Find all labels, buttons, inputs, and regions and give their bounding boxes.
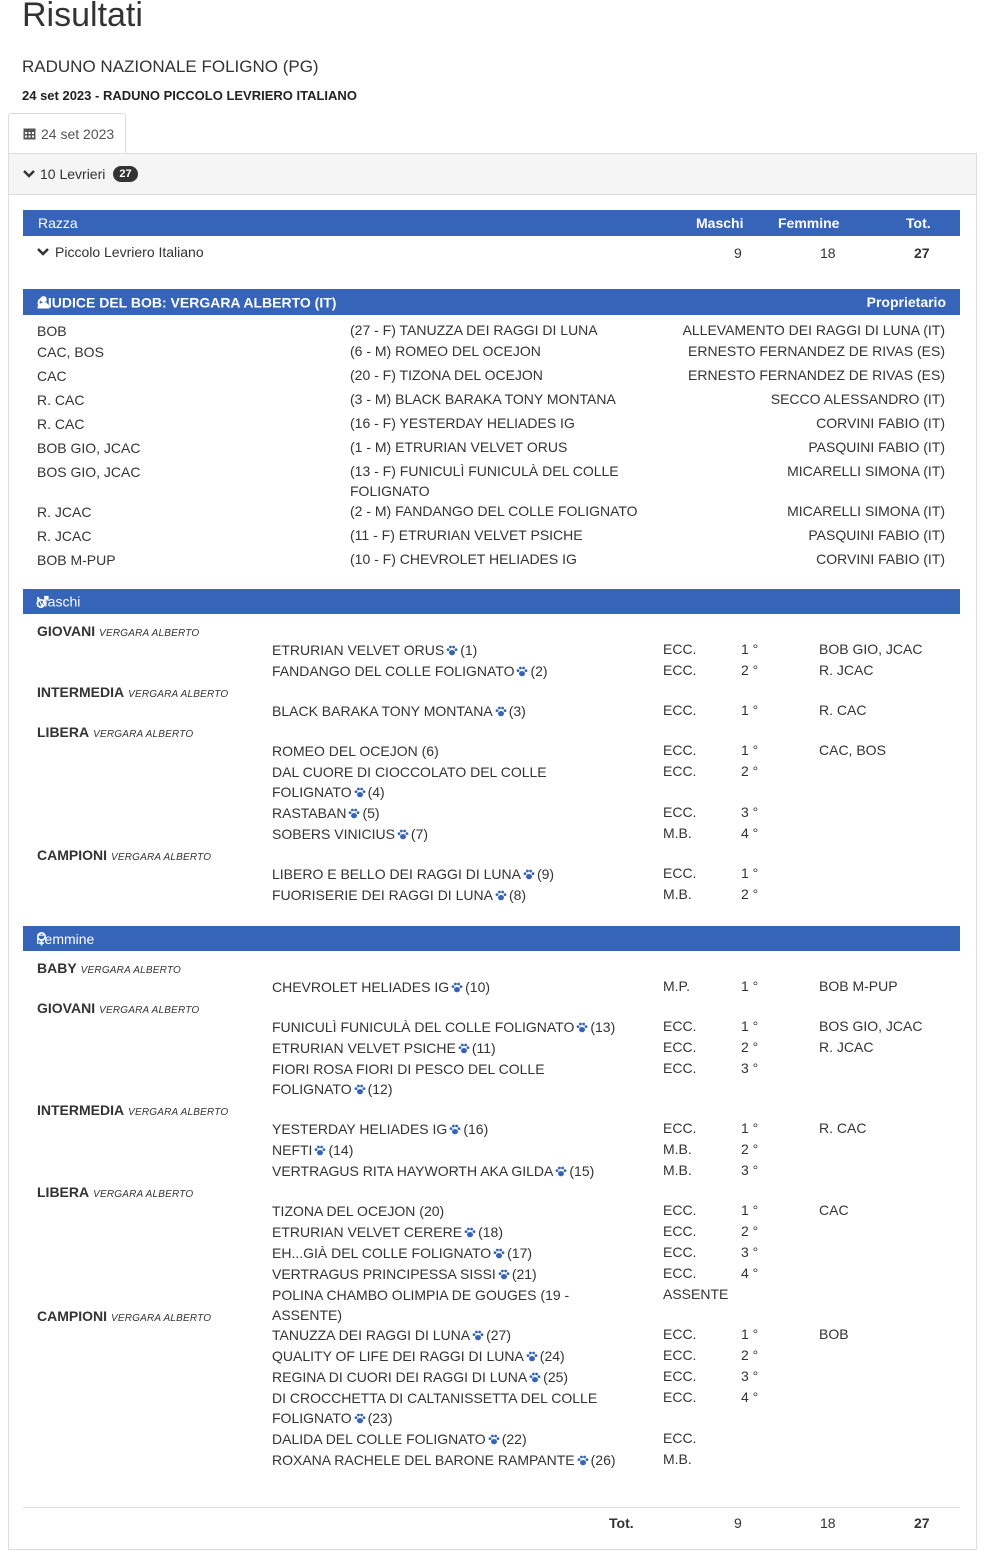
dog-number: (6) <box>421 743 439 759</box>
dog-qualification: ECC. <box>663 763 697 779</box>
class-judge: VERGARA ALBERTO <box>111 1313 212 1324</box>
paw-icon <box>577 1455 589 1466</box>
dog-award: R. JCAC <box>819 1039 874 1055</box>
dog-placement: 2 ° <box>741 763 759 779</box>
males-title: Maschi <box>36 593 81 610</box>
dog-qualification: ECC. <box>663 1223 697 1239</box>
calendar-icon <box>23 127 36 140</box>
totals-males: 9 <box>734 1515 742 1531</box>
dog-award: BOS GIO, JCAC <box>819 1018 923 1034</box>
class-label <box>37 847 211 863</box>
paw-icon <box>458 1043 470 1054</box>
class-judge: VERGARA ALBERTO <box>93 729 194 740</box>
dog-entry[interactable] <box>272 824 624 844</box>
breed-row[interactable] <box>37 244 204 260</box>
dog-qualification: M.B. <box>663 825 692 841</box>
dog-entry[interactable] <box>272 1429 624 1449</box>
paw-icon <box>397 829 409 840</box>
paw-icon <box>451 982 463 993</box>
class-label <box>37 1102 228 1118</box>
dog-award: R. CAC <box>819 1120 867 1136</box>
dog-name: ETRURIAN VELVET ORUS <box>272 642 445 658</box>
dog-placement: 2 ° <box>741 1347 759 1363</box>
paw-icon <box>354 787 366 798</box>
judge-row-title: R. JCAC <box>37 504 92 520</box>
dog-qualification: M.B. <box>663 1451 692 1467</box>
judge-row-owner: PASQUINI FABIO (IT) <box>808 527 945 543</box>
dog-award: BOB M-PUP <box>819 978 898 994</box>
dog-award: R. CAC <box>819 702 867 718</box>
chevron-down-icon <box>37 247 49 257</box>
judge-row-owner: MICARELLI SIMONA (IT) <box>787 503 945 519</box>
class-name: BABY <box>37 960 77 976</box>
dog-qualification: ECC. <box>663 641 697 657</box>
class-judge: VERGARA ALBERTO <box>128 689 229 700</box>
group-toggle[interactable] <box>8 153 977 195</box>
dog-name: FUNICULÌ FUNICULÀ DEL COLLE FOLIGNATO <box>272 1019 575 1035</box>
dog-placement: 2 ° <box>741 1141 759 1157</box>
class-name: LIBERA <box>37 1184 90 1200</box>
dog-number: (18) <box>478 1224 503 1240</box>
dog-qualification: M.B. <box>663 886 692 902</box>
total-col-header: Tot. <box>906 215 931 231</box>
group-label: 10 Levrieri <box>40 166 106 182</box>
dog-qualification: ECC. <box>663 865 697 881</box>
dog-name: NEFTI <box>272 1142 313 1158</box>
paw-icon <box>495 706 507 717</box>
dog-entry[interactable] <box>272 1059 624 1099</box>
class-name: GIOVANI <box>37 1000 96 1016</box>
dog-placement: 2 ° <box>741 1039 759 1055</box>
dog-entry[interactable] <box>272 1017 624 1037</box>
judge-row-owner: ERNESTO FERNANDEZ DE RIVAS (ES) <box>688 367 945 383</box>
event-subtitle: 24 set 2023 - RADUNO PICCOLO LEVRIERO ITALIANO <box>22 88 357 103</box>
dog-name: BLACK BARAKA TONY MONTANA <box>272 703 493 719</box>
dog-number: (12) <box>367 1081 393 1097</box>
class-label <box>37 1184 193 1200</box>
judge-row-title: R. CAC <box>37 416 85 432</box>
totals-females: 18 <box>820 1515 836 1531</box>
dog-placement: 1 ° <box>741 1326 759 1342</box>
chevron-down-icon <box>23 169 35 179</box>
dog-placement: 1 ° <box>741 1202 759 1218</box>
paw-icon <box>348 808 360 819</box>
judge-row-title: BOB <box>37 323 67 339</box>
owner-col-header: Proprietario <box>866 294 946 310</box>
judge-row-title: CAC, BOS <box>37 344 104 360</box>
paw-icon <box>495 890 507 901</box>
class-label <box>37 960 181 976</box>
judge-row-owner: ERNESTO FERNANDEZ DE RIVAS (ES) <box>688 343 945 359</box>
dog-entry[interactable] <box>272 1119 624 1139</box>
dog-qualification: ECC. <box>663 1244 697 1260</box>
dog-qualification: ECC. <box>663 1430 697 1446</box>
class-name: GIOVANI <box>37 623 96 639</box>
group-count-badge: 27 <box>113 166 137 182</box>
dog-placement: 1 ° <box>741 978 759 994</box>
judge-table-header <box>23 289 960 315</box>
tab-date-label: 24 set 2023 <box>41 125 115 142</box>
paw-icon <box>493 1248 505 1259</box>
judge-row-dog[interactable]: (27 - F) TANUZZA DEI RAGGI DI LUNA <box>350 322 598 338</box>
dog-name: ROMEO DEL OCEJON <box>272 743 418 759</box>
dog-number: (15) <box>569 1163 595 1179</box>
females-title: Femmine <box>36 930 95 947</box>
dog-placement: 2 ° <box>741 662 759 678</box>
tab-date[interactable] <box>8 113 126 153</box>
dog-name: ETRURIAN VELVET PSICHE <box>272 1040 456 1056</box>
dog-entry[interactable] <box>272 885 624 905</box>
dog-qualification: ECC. <box>663 1265 697 1281</box>
dog-qualification: ECC. <box>663 1389 697 1405</box>
judge-row-dog[interactable]: (16 - F) YESTERDAY HELIADES IG <box>350 415 575 431</box>
class-name: INTERMEDIA <box>37 684 125 700</box>
judge-row-owner: ALLEVAMENTO DEI RAGGI DI LUNA (IT) <box>682 322 945 338</box>
judge-row-title: BOS GIO, JCAC <box>37 464 141 480</box>
paw-icon <box>464 1227 476 1238</box>
judge-row-dog[interactable]: (3 - M) BLACK BARAKA TONY MONTANA <box>350 391 616 407</box>
paw-icon <box>472 1330 484 1341</box>
event-name: RADUNO NAZIONALE FOLIGNO (PG) <box>22 57 319 76</box>
dog-qualification: M.B. <box>663 1162 692 1178</box>
dog-number: (17) <box>507 1245 533 1261</box>
dog-number: (1) <box>460 642 478 658</box>
dog-entry[interactable] <box>272 1161 624 1181</box>
dog-placement: 4 ° <box>741 825 759 841</box>
judge-row-dog[interactable]: (20 - F) TIZONA DEL OCEJON <box>350 367 543 383</box>
dog-placement: 2 ° <box>741 886 759 902</box>
class-judge: VERGARA ALBERTO <box>99 1005 200 1016</box>
dog-number: (3) <box>508 703 526 719</box>
dog-name: VERTRAGUS PRINCIPESSA SISSI <box>272 1266 496 1282</box>
judge-row-dog[interactable]: (1 - M) ETRURIAN VELVET ORUS <box>350 439 568 455</box>
dog-award: CAC, BOS <box>819 742 886 758</box>
dog-number: (21) <box>511 1266 537 1282</box>
dog-number: (10) <box>465 979 491 995</box>
dog-placement: 3 ° <box>741 1162 759 1178</box>
dog-number: (9) <box>536 866 555 882</box>
dog-number: (23) <box>367 1410 393 1426</box>
dog-placement: 1 ° <box>741 1120 759 1136</box>
class-judge: VERGARA ALBERTO <box>80 965 181 976</box>
paw-icon <box>523 869 535 880</box>
paw-icon <box>314 1145 326 1156</box>
dog-placement: 4 ° <box>741 1389 759 1405</box>
paw-icon <box>354 1084 366 1095</box>
breed-males: 9 <box>734 245 742 261</box>
dog-name: REGINA DI CUORI DEI RAGGI DI LUNA <box>272 1369 528 1385</box>
class-label <box>37 623 199 639</box>
dog-name: DAL CUORE DI CIOCCOLATO DEL COLLE FOLIGNATO <box>272 764 547 800</box>
dog-qualification: ECC. <box>663 1120 697 1136</box>
dog-placement: 2 ° <box>741 1223 759 1239</box>
dog-qualification: ECC. <box>663 1039 697 1055</box>
dog-award: R. JCAC <box>819 662 874 678</box>
class-judge: VERGARA ALBERTO <box>111 852 212 863</box>
totals-label: Tot. <box>609 1515 634 1531</box>
dog-number: (13) <box>590 1019 616 1035</box>
dog-entry[interactable] <box>272 1038 624 1058</box>
paw-icon <box>498 1269 510 1280</box>
dog-name: SOBERS VINICIUS <box>272 826 395 842</box>
judge-row-title: CAC <box>37 368 67 384</box>
dog-entry[interactable] <box>272 701 624 721</box>
judge-title: GIUDICE DEL BOB: VERGARA ALBERTO (IT) <box>37 294 337 310</box>
dog-placement: 1 ° <box>741 865 759 881</box>
class-label <box>37 1308 211 1324</box>
females-header <box>23 926 960 951</box>
class-name: INTERMEDIA <box>37 1102 125 1118</box>
dog-name: FIORI ROSA FIORI DI PESCO DEL COLLE FOLIGNATO <box>272 1061 545 1097</box>
class-name: LIBERA <box>37 724 90 740</box>
dog-qualification: ECC. <box>663 1018 697 1034</box>
dog-number: (8) <box>508 887 527 903</box>
dog-number: (4) <box>367 784 385 800</box>
dog-name-cont: FOLIGNATO <box>272 1410 352 1426</box>
paw-icon <box>526 1351 538 1362</box>
dog-name: POLINA CHAMBO OLIMPIA DE GOUGES <box>272 1287 537 1303</box>
dog-qualification: ECC. <box>663 742 697 758</box>
dog-number: (11) <box>471 1040 496 1056</box>
dog-entry[interactable] <box>272 1367 624 1387</box>
judge-row-dog[interactable]: (11 - F) ETRURIAN VELVET PSICHE <box>350 527 583 543</box>
dog-number: (20) <box>419 1203 445 1219</box>
dog-name: TIZONA DEL OCEJON <box>272 1203 416 1219</box>
dog-name: FANDANGO DEL COLLE FOLIGNATO <box>272 663 515 679</box>
dog-number: (5) <box>362 805 380 821</box>
dog-qualification: ECC. <box>663 662 697 678</box>
dog-entry[interactable] <box>272 1285 624 1325</box>
dog-placement: 1 ° <box>741 742 759 758</box>
dog-entry[interactable] <box>272 1222 624 1242</box>
dog-number: (2) <box>530 663 548 679</box>
breed-col-header: Razza <box>38 215 78 231</box>
dog-name: ROXANA RACHELE DEL BARONE RAMPANTE <box>272 1452 575 1468</box>
dog-placement: 3 ° <box>741 1368 759 1384</box>
dog-entry[interactable] <box>272 1450 624 1470</box>
breed-table-header <box>23 210 960 236</box>
dog-name: RASTABAN <box>272 805 347 821</box>
dog-name: DALIDA DEL COLLE FOLIGNATO <box>272 1431 486 1447</box>
dog-placement: 1 ° <box>741 702 759 718</box>
dog-qualification: ECC. <box>663 1368 697 1384</box>
dog-entry[interactable] <box>272 640 624 660</box>
dog-number: (22) <box>501 1431 527 1447</box>
dog-number: (26) <box>590 1452 616 1468</box>
females-col-header: Femmine <box>778 215 840 231</box>
judge-row-title: R. CAC <box>37 392 85 408</box>
dog-entry[interactable] <box>272 803 624 823</box>
dog-name: EH...GIÀ DEL COLLE FOLIGNATO <box>272 1245 492 1261</box>
dog-qualification: ECC. <box>663 1326 697 1342</box>
dog-entry[interactable] <box>272 762 624 802</box>
dog-number: (16) <box>463 1121 489 1137</box>
dog-name: DI CROCCHETTA DI CALTANISSETTA DEL COLLE <box>272 1390 598 1406</box>
judge-row-title: R. JCAC <box>37 528 92 544</box>
dog-qualification: ECC. <box>663 1347 697 1363</box>
class-judge: VERGARA ALBERTO <box>128 1107 229 1118</box>
dog-entry[interactable] <box>272 1264 624 1284</box>
dog-award: CAC <box>819 1202 849 1218</box>
dog-name: FUORISERIE DEI RAGGI DI LUNA <box>272 887 493 903</box>
dog-name: QUALITY OF LIFE DEI RAGGI DI LUNA <box>272 1348 524 1364</box>
dog-entry[interactable] <box>272 864 624 884</box>
dog-name: YESTERDAY HELIADES IG <box>272 1121 448 1137</box>
dog-entry[interactable] <box>272 1346 624 1366</box>
dog-number: (27) <box>486 1327 512 1343</box>
dog-number: (14) <box>328 1142 354 1158</box>
dog-placement: 1 ° <box>741 1018 759 1034</box>
dog-qualification: ECC. <box>663 804 697 820</box>
dog-entry[interactable] <box>272 661 624 681</box>
paw-icon <box>555 1166 567 1177</box>
paw-icon <box>516 666 528 677</box>
paw-icon <box>446 645 458 656</box>
judge-row-owner: CORVINI FABIO (IT) <box>816 415 945 431</box>
class-label <box>37 1000 199 1016</box>
judge-row-owner: PASQUINI FABIO (IT) <box>808 439 945 455</box>
dog-entry[interactable] <box>272 1325 624 1345</box>
judge-row-title: BOB GIO, JCAC <box>37 440 141 456</box>
class-name: CAMPIONI <box>37 1308 107 1324</box>
totals-total: 27 <box>914 1515 930 1531</box>
breed-name: Piccolo Levriero Italiano <box>55 244 204 260</box>
dog-qualification: ECC. <box>663 702 697 718</box>
dog-number: (24) <box>539 1348 565 1364</box>
dog-award: BOB GIO, JCAC <box>819 641 923 657</box>
dog-entry[interactable] <box>272 977 624 997</box>
paw-icon <box>576 1022 588 1033</box>
dog-number: (19 - ASSENTE) <box>272 1287 570 1323</box>
dog-placement: 3 ° <box>741 1060 759 1076</box>
judge-row-dog[interactable]: (10 - F) CHEVROLET HELIADES IG <box>350 551 577 567</box>
breed-females: 18 <box>820 245 836 261</box>
judge-row-dog[interactable]: (6 - M) ROMEO DEL OCEJON <box>350 343 541 359</box>
totals-divider <box>23 1507 960 1508</box>
dog-entry[interactable] <box>272 1388 624 1428</box>
dog-placement: 4 ° <box>741 1265 759 1281</box>
dog-name: VERTRAGUS RITA HAYWORTH AKA GILDA <box>272 1163 554 1179</box>
judge-row-title: BOB M-PUP <box>37 552 116 568</box>
dog-placement: 3 ° <box>741 804 759 820</box>
judge-row-dog[interactable]: (13 - F) FUNICULÌ FUNICULÀ DEL COLLE <box>350 463 619 479</box>
dog-entry[interactable] <box>272 1140 624 1160</box>
dog-name: CHEVROLET HELIADES IG <box>272 979 450 995</box>
paw-icon <box>354 1413 366 1424</box>
judge-row-dog[interactable]: (2 - M) FANDANGO DEL COLLE FOLIGNATO <box>350 503 638 519</box>
dog-qualification: M.B. <box>663 1141 692 1157</box>
dog-number: (25) <box>543 1369 569 1385</box>
dog-award: BOB <box>819 1326 849 1342</box>
class-label <box>37 684 228 700</box>
dog-entry[interactable] <box>272 1201 624 1221</box>
dog-name: TANUZZA DEI RAGGI DI LUNA <box>272 1327 471 1343</box>
paw-icon <box>488 1434 500 1445</box>
dog-entry[interactable] <box>272 741 624 761</box>
dog-name: LIBERO E BELLO DEI RAGGI DI LUNA <box>272 866 521 882</box>
dog-qualification: ECC. <box>663 1202 697 1218</box>
breed-total: 27 <box>914 245 930 261</box>
class-name: CAMPIONI <box>37 847 107 863</box>
judge-row-owner: CORVINI FABIO (IT) <box>816 551 945 567</box>
dog-name: ETRURIAN VELVET CERERE <box>272 1224 463 1240</box>
males-header <box>23 589 960 614</box>
dog-number: (7) <box>410 826 429 842</box>
judge-row-dog-cont[interactable]: FOLIGNATO <box>350 483 430 499</box>
judge-row-owner: SECCO ALESSANDRO (IT) <box>770 391 945 407</box>
class-judge: VERGARA ALBERTO <box>93 1189 194 1200</box>
dog-placement: 1 ° <box>741 641 759 657</box>
page-title: Risultati <box>22 0 143 34</box>
class-judge: VERGARA ALBERTO <box>99 628 200 639</box>
class-label <box>37 724 193 740</box>
dog-qualification: M.P. <box>663 978 690 994</box>
dog-entry[interactable] <box>272 1243 624 1263</box>
dog-qualification: ASSENTE <box>663 1286 729 1302</box>
dog-qualification: ECC. <box>663 1060 697 1076</box>
males-col-header: Maschi <box>696 215 744 231</box>
dog-placement: 3 ° <box>741 1244 759 1260</box>
judge-row-owner: MICARELLI SIMONA (IT) <box>787 463 945 479</box>
paw-icon <box>449 1124 461 1135</box>
paw-icon <box>529 1372 541 1383</box>
